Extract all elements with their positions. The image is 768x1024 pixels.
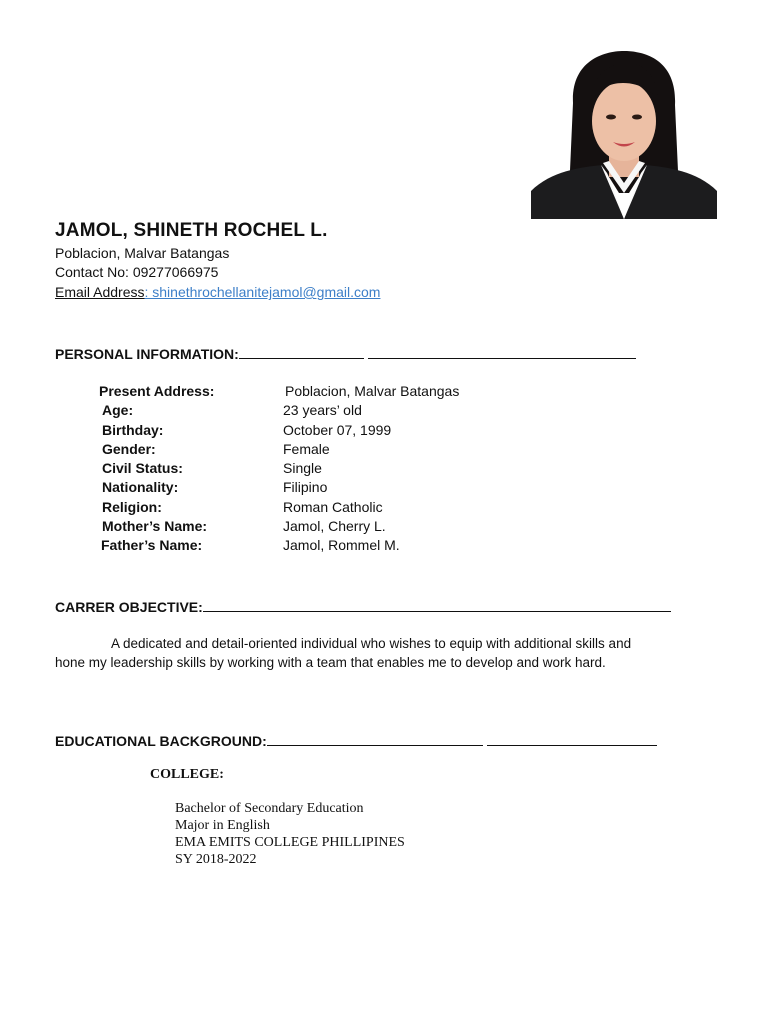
info-label: Religion:: [102, 499, 162, 515]
info-value: Poblacion, Malvar Batangas: [285, 383, 460, 399]
info-value: Jamol, Cherry L.: [283, 518, 386, 534]
heading-rule: [267, 731, 483, 746]
heading-rule: [239, 344, 364, 359]
heading-rule: [203, 597, 671, 612]
email-label: Email Address: [55, 284, 145, 300]
heading-rule: [368, 344, 636, 359]
info-label: Present Address:: [99, 383, 215, 399]
info-value: Single: [283, 460, 322, 476]
info-value: October 07, 1999: [283, 422, 392, 438]
email-link[interactable]: : shinethrochellanitejamol@gmail.com: [144, 284, 381, 300]
info-label: Nationality:: [102, 479, 179, 495]
info-label: Civil Status:: [102, 460, 183, 476]
contact-line: Contact No: 09277066975: [55, 264, 219, 280]
info-value: Roman Catholic: [283, 499, 383, 515]
school-year: SY 2018-2022: [175, 852, 257, 867]
objective-paragraph: A dedicated and detail-oriented individual who wishes to equip with additional skills and hone my leadership skills by working with a team that enables me to develop and work hard.: [55, 636, 632, 670]
info-value: 23 years’ old: [283, 402, 362, 418]
address-line: Poblacion, Malvar Batangas: [55, 245, 230, 261]
heading-rule: [487, 731, 657, 746]
career-objective-heading: CARRER OBJECTIVE:: [55, 597, 671, 615]
major: Major in English: [175, 818, 270, 833]
school-name: EMA EMITS COLLEGE PHILLIPINES: [175, 835, 405, 850]
profile-photo: [531, 43, 717, 219]
info-label: Age:: [102, 402, 134, 418]
college-label: COLLEGE:: [150, 767, 224, 782]
education-heading: EDUCATIONAL BACKGROUND:: [55, 731, 657, 749]
candidate-name: JAMOL, SHINETH ROCHEL L.: [55, 220, 328, 241]
info-value: Filipino: [283, 479, 328, 495]
info-label: Mother’s Name:: [102, 518, 208, 534]
info-label: Birthday:: [102, 422, 164, 438]
info-label: Father’s Name:: [101, 537, 203, 553]
personal-info-heading: PERSONAL INFORMATION:: [55, 344, 636, 362]
info-label: Gender:: [102, 441, 156, 457]
info-value: Jamol, Rommel M.: [283, 537, 400, 553]
info-value: Female: [283, 441, 330, 457]
degree: Bachelor of Secondary Education: [175, 801, 364, 816]
email-line: [55, 284, 380, 300]
